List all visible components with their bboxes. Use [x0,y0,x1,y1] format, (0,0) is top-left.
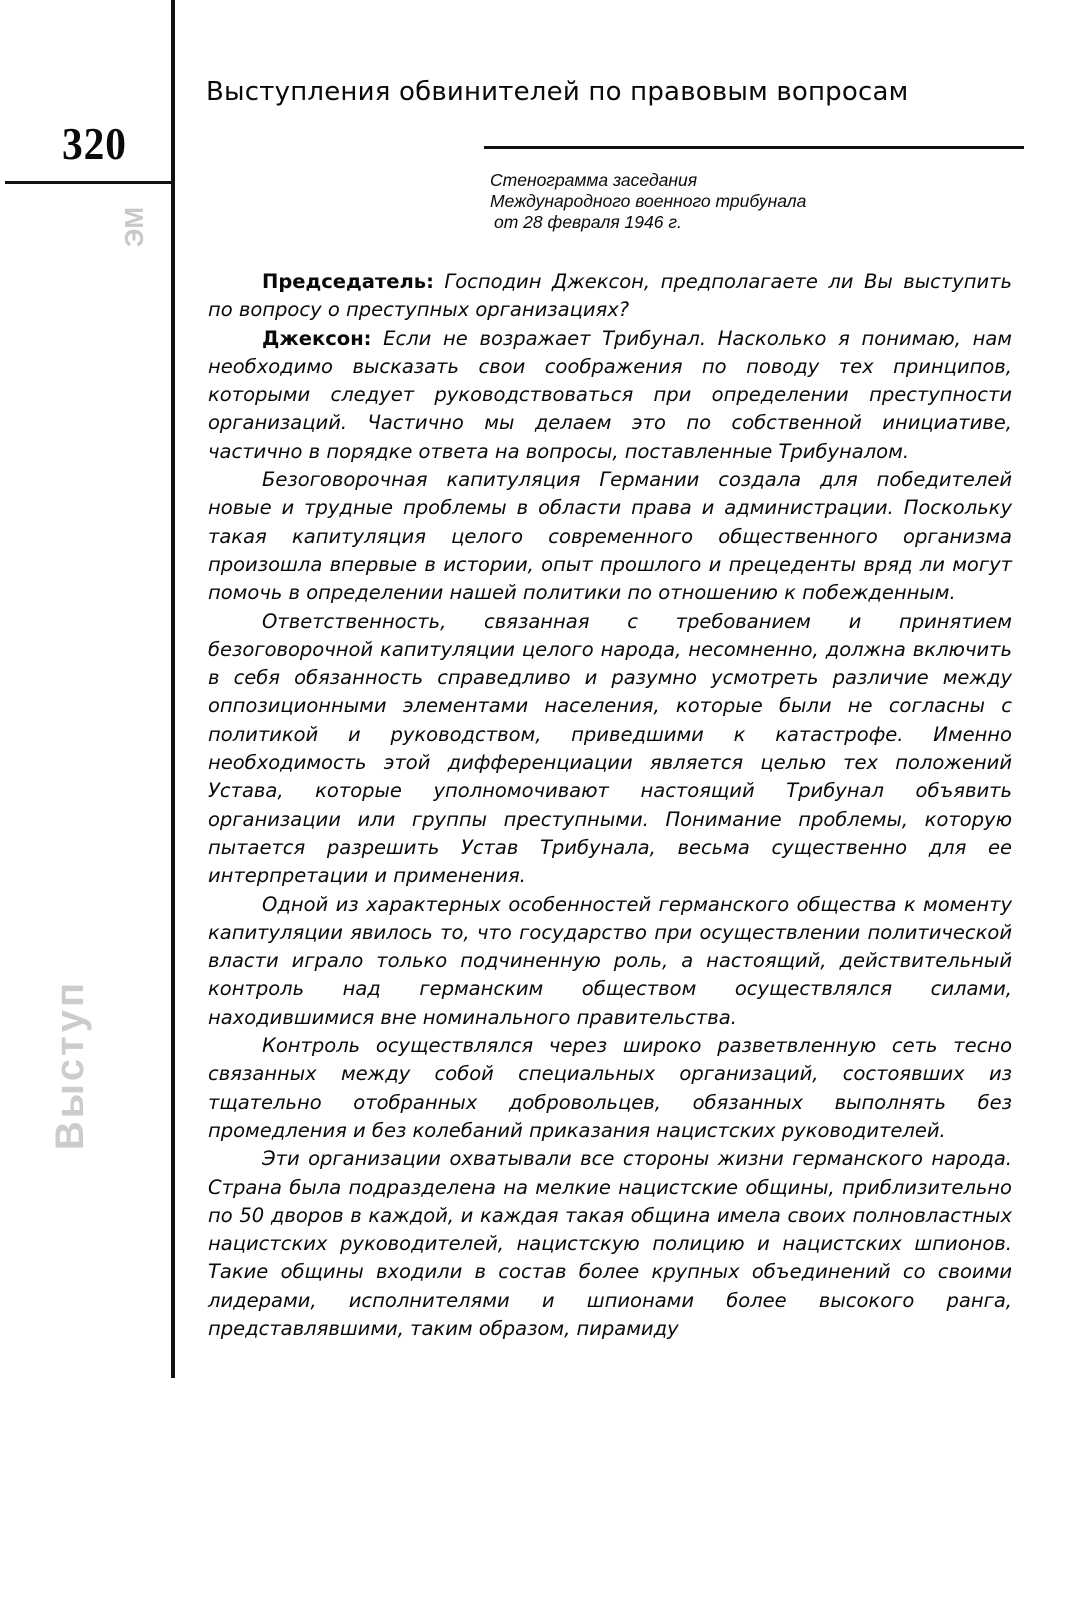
margin-rule [171,0,175,1378]
source-note-line: от 28 февраля 1946 г. [494,212,682,232]
page-number-rule [5,181,174,184]
header-rule [484,146,1024,149]
paragraph: Эти организации охватывали все стороны жизни германского народа. Страна была подразделена на мелкие нацистские общины, приблизительно по 50 дворов в каждой, и каждая такая община имела своих полновластных нацистских руководителей, нацистскую полицию и нацистских шпионов. Такие общины входили в состав более крупных объединений со своими лидерами, исполнителями и шпионами более высокого ранга, представлявшими, таким образом, пирамиду [208,1147,1012,1340]
paragraph: Одной из характерных особенностей германского общества к моменту капитуляции явилось то, что государство при осуществлении политической власти играло только подчиненную роль, а настоящий, действительный контроль над германским обществом осуществлялся силами, находившимися вне номинального правительства. [208,892,1012,1029]
body-text [208,268,1012,1343]
source-note-line: Стенограмма заседания [490,170,698,190]
side-tab-small: ЭМ [119,206,150,248]
page-number: 320 [62,118,127,169]
speaker-label: Председатель: [262,270,434,293]
section-title: Выступления обвинителей по правовым вопросам [206,77,909,107]
speaker-label: Джексон: [262,326,372,350]
source-note-line: Международного военного трибунала [490,191,807,211]
paragraph: Безоговорочная капитуляция Германии создала для победителей новые и трудные проблемы в области права и администрации. Поскольку такая капитуляция целого современного общественного организма произошла впервые в истории, опыт прошлого и прецеденты вряд ли могут помочь в определении нашей политики по отношению к побежденным. [208,468,1012,605]
speech-text: Господин Джексон, предполагаете ли Вы выступить по вопросу о преступных организациях? [208,270,1012,322]
paragraph [208,268,1012,325]
paragraph [208,325,1012,466]
paragraph: Ответственность, связанная с требованием и принятием безоговорочной капитуляции целого народа, несомненно, должна включить в себя обязанность справедливо и разумно усмотреть различие между оппозиционными элементами населения, которые были не согласны с политикой и руководством, приведшими к катастрофе. Именно необходимость этой дифференциации является целью тех положений Устава, которые уполномочивают настоящий Трибунал объявить организации или группы преступными. Понимание проблемы, которую пытается разрешить Устав Трибунала, весьма существенно для ее интерпретации и применения. [208,609,1012,888]
speech-text: Если не возражает Трибунал. Насколько я понимаю, нам необходимо высказать свои соображения по поводу тех принципов, которыми следует руководствоваться при определении преступности организаций. Частично мы делаем это по собственной инициативе, частично в порядке ответа на вопросы, поставленные Трибуналом. [208,326,1012,463]
paragraph: Контроль осуществлялся через широко разветвленную сеть тесно связанных между собой специальных организаций, состоявших из тщательно отобранных добровольцев, обязанных выполнять без промедления и без колебаний приказания нацистских руководителей. [208,1034,1012,1142]
side-tab-large-label: Выступ [48,979,92,1151]
source-note [490,170,1010,233]
